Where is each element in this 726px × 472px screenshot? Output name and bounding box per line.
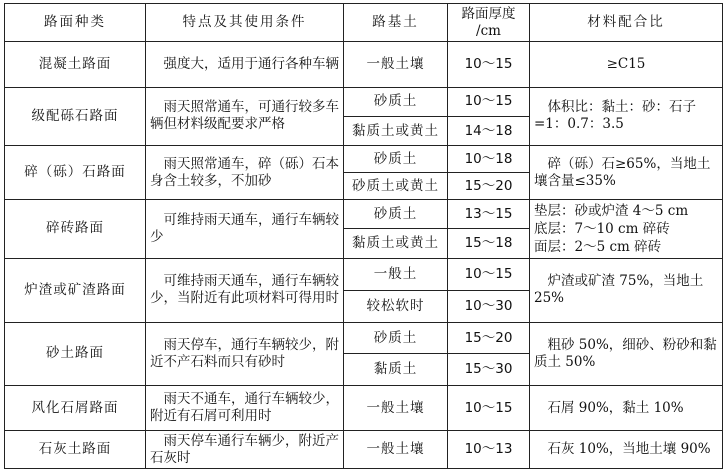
cell-road-type: 混凝土路面 [5,42,146,88]
cell-thickness: 10～18 [448,146,530,173]
cell-road-type: 炉渣或矿渣路面 [5,258,146,323]
cell-road-type: 碎（砾）石路面 [5,146,146,200]
header-subgrade: 路基土 [344,4,448,42]
cell-features: 强度大，适用于通行各种车辆 [146,42,344,88]
cell-thickness: 15～20 [448,173,530,200]
cell-features: 可维持雨天通车，通行车辆较少 [146,200,344,258]
cell-subgrade-soil: 较松软时 [344,290,448,322]
cell-features: 雨天不通车，通行车辆较少，附近有石屑可利用时 [146,385,344,431]
cell-subgrade-soil: 一般土 [344,258,448,290]
table-row [5,258,723,290]
cell-road-type: 石灰土路面 [5,431,146,469]
cell-mix-ratio: 碎（砾）石≥65%，当地土壤含量≤35% [530,146,723,200]
header-row [5,4,723,42]
cell-mix-ratio: ≥C15 [530,42,723,88]
cell-features: 可维持雨天通车，通行车辆较少，当附近有此项材料可得用时 [146,258,344,323]
cell-mix-ratio: 体积比：黏土：砂：石子=1：0.7：3.5 [530,87,723,145]
cell-thickness: 10～15 [448,258,530,290]
cell-subgrade-soil: 砂质土 [344,146,448,173]
cell-thickness: 13～15 [448,200,530,229]
header-features: 特点及其使用条件 [146,4,344,42]
table-row [5,431,723,469]
header-thickness: 路面厚度 /cm [448,4,530,42]
cell-subgrade-soil: 一般土壤 [344,385,448,431]
cell-thickness: 15～18 [448,229,530,258]
cell-road-type: 碎砖路面 [5,200,146,258]
cell-features: 雨天停车，通行车辆较少，附近不产石料而只有砂时 [146,323,344,385]
table-row [5,42,723,88]
cell-features: 雨天照常通车，可通行较多车辆但材料级配要求严格 [146,87,344,145]
cell-subgrade-soil: 一般土壤 [344,431,448,469]
table-row [5,200,723,229]
cell-road-type: 砂土路面 [5,323,146,385]
cell-subgrade-soil: 砂质土 [344,200,448,229]
cell-thickness: 10～15 [448,385,530,431]
cell-thickness: 15～30 [448,354,530,385]
cell-subgrade-soil: 黏质土或黄土 [344,229,448,258]
cell-thickness: 10～30 [448,290,530,322]
cell-road-type: 风化石屑路面 [5,385,146,431]
cell-features: 雨天照常通车，碎（砾）石本身含土较多，不加砂 [146,146,344,200]
cell-mix-ratio: 垫层：砂或炉渣 4～5 cm 底层：7～10 cm 碎砖 面层：2～5 cm 碎砖 [530,200,723,258]
cell-subgrade-soil: 一般土壤 [344,42,448,88]
cell-features: 雨天停车通行车辆少，附近产石灰时 [146,431,344,469]
cell-subgrade-soil: 砂质土或黄土 [344,173,448,200]
table-row [5,146,723,173]
cell-thickness: 10～13 [448,431,530,469]
cell-thickness: 14～18 [448,116,530,145]
header-type: 路面种类 [5,4,146,42]
cell-mix-ratio: 粗砂 50%，细砂、粉砂和黏质土 50% [530,323,723,385]
table-row [5,385,723,431]
cell-road-type: 级配砾石路面 [5,87,146,145]
cell-thickness: 15～20 [448,323,530,354]
cell-thickness: 10～15 [448,42,530,88]
cell-mix-ratio: 石灰 10%，当地土壤 90% [530,431,723,469]
header-mix: 材料配合比 [530,4,723,42]
cell-thickness: 10～15 [448,87,530,116]
table-row [5,323,723,354]
cell-subgrade-soil: 砂质土 [344,87,448,116]
cell-subgrade-soil: 黏质土 [344,354,448,385]
table-body [5,42,723,469]
table-row [5,87,723,116]
cell-mix-ratio: 石屑 90%，黏土 10% [530,385,723,431]
road-surface-table [4,3,723,469]
cell-subgrade-soil: 黏质土或黄土 [344,116,448,145]
cell-subgrade-soil: 砂质土 [344,323,448,354]
cell-mix-ratio: 炉渣或矿渣 75%，当地土 25% [530,258,723,323]
